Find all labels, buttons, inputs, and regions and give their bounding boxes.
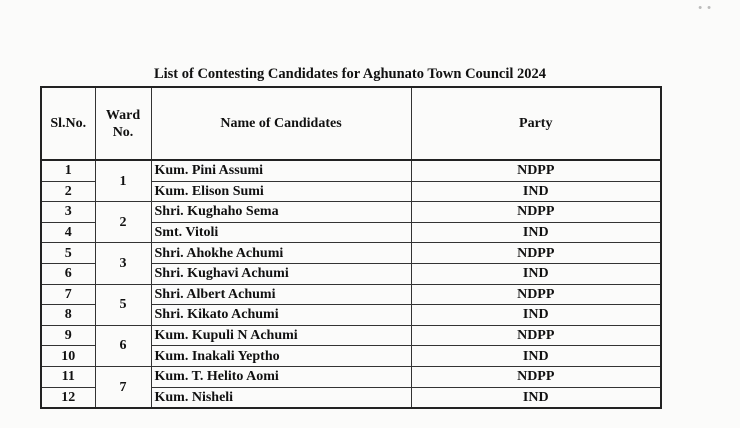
table-row	[41, 202, 661, 223]
table-row	[41, 243, 661, 264]
cell-sl-no: 2	[41, 181, 95, 202]
header-sl-no: Sl.No.	[41, 87, 95, 160]
cell-ward-no: 6	[95, 325, 151, 366]
header-party: Party	[411, 87, 661, 160]
cell-sl-no: 4	[41, 222, 95, 243]
table-row	[41, 366, 661, 387]
document-title: List of Contesting Candidates for Aghunato Town Council 2024	[153, 66, 547, 82]
cell-party: IND	[411, 181, 661, 202]
cell-sl-no: 9	[41, 325, 95, 346]
cell-sl-no: 5	[41, 243, 95, 264]
cell-candidate-name: Shri. Albert Achumi	[151, 284, 411, 305]
cell-party: NDPP	[411, 284, 661, 305]
cell-candidate-name: Shri. Ahokhe Achumi	[151, 243, 411, 264]
cell-party: NDPP	[411, 325, 661, 346]
header-ward-line2: No.	[112, 124, 134, 140]
corner-mark: • •	[698, 2, 712, 14]
table-row	[41, 325, 661, 346]
cell-sl-no: 12	[41, 387, 95, 408]
cell-sl-no: 11	[41, 366, 95, 387]
cell-candidate-name: Smt. Vitoli	[151, 222, 411, 243]
cell-party: IND	[411, 263, 661, 284]
cell-party: IND	[411, 222, 661, 243]
header-ward-line1: Ward	[105, 107, 141, 123]
cell-ward-no: 7	[95, 366, 151, 408]
cell-sl-no: 7	[41, 284, 95, 305]
cell-sl-no: 8	[41, 305, 95, 326]
cell-ward-no: 2	[95, 202, 151, 243]
cell-party: IND	[411, 305, 661, 326]
cell-ward-no: 3	[95, 243, 151, 284]
cell-sl-no: 10	[41, 346, 95, 367]
cell-party: NDPP	[411, 160, 661, 181]
cell-sl-no: 1	[41, 160, 95, 181]
cell-candidate-name: Shri. Kughavi Achumi	[151, 263, 411, 284]
cell-party: IND	[411, 346, 661, 367]
cell-candidate-name: Kum. Nisheli	[151, 387, 411, 408]
header-candidate-name: Name of Candidates	[151, 87, 411, 160]
cell-party: NDPP	[411, 202, 661, 223]
cell-candidate-name: Kum. Elison Sumi	[151, 181, 411, 202]
cell-sl-no: 6	[41, 263, 95, 284]
cell-candidate-name: Shri. Kikato Achumi	[151, 305, 411, 326]
cell-candidate-name: Kum. Kupuli N Achumi	[151, 325, 411, 346]
table-header-row	[41, 87, 661, 160]
cell-party: IND	[411, 387, 661, 408]
cell-ward-no: 5	[95, 284, 151, 325]
candidates-table	[40, 86, 662, 409]
cell-candidate-name: Shri. Kughaho Sema	[151, 202, 411, 223]
cell-sl-no: 3	[41, 202, 95, 223]
cell-party: NDPP	[411, 243, 661, 264]
cell-candidate-name: Kum. Inakali Yeptho	[151, 346, 411, 367]
header-ward-no	[95, 87, 151, 160]
cell-candidate-name: Kum. Pini Assumi	[151, 160, 411, 181]
cell-party: NDPP	[411, 366, 661, 387]
table-row	[41, 284, 661, 305]
table-row	[41, 160, 661, 181]
cell-candidate-name: Kum. T. Helito Aomi	[151, 366, 411, 387]
cell-ward-no: 1	[95, 160, 151, 202]
